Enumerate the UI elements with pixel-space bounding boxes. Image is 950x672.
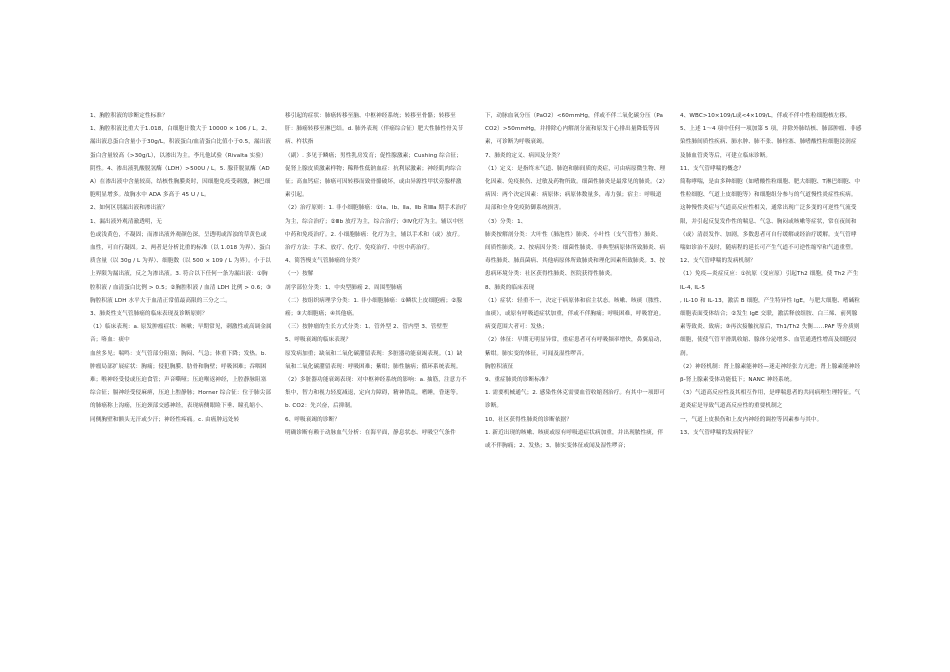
- paragraph: 简称哮喘，是由多种细胞（如嗜酸性粒细胞、肥大细胞、T淋巴细胞、中性粒细胞、气道上皮细胞等）和细胞组分参与的气道慢性炎症性疾病。这种慢性炎症与气道高反应性相关，通常出现广泛多变的可逆性气流受限，并引起反复发作性的喘息、气急、胸闷或咳嗽等症状，常在夜间和（或）清晨发作、加剧，多数患者可自行缓解或经治疗缓解。支气管哮喘如诊治不及时，随病程的延长可产生气道不可逆性缩窄和气道重塑。: [680, 179, 861, 252]
- paragraph: 胸腔积液征: [485, 363, 514, 370]
- paragraph: 4、简答慢支气管肺癌的分类？: [285, 258, 363, 265]
- paragraph: （3）分类：1、: [485, 218, 527, 225]
- paragraph: （副）. 多见于鳞癌；男性乳房发育；促性腺激素；Cushing 综合征；促肾上腺皮质激素样物；稀释性低钠血症：抗利尿激素；神经肌肉综合征；高血钙症；肺癌可因转移而致骨骼破坏，或由异源性甲状旁腺样激素引起。: [285, 152, 462, 199]
- text-column-4: [680, 110, 862, 440]
- paragraph: （1）临床表现：a. 原发肿瘤症状：咳嗽；早期常见，刺激性或高调金属音；咯血：痰中: [90, 324, 272, 344]
- paragraph: （2）神经机制：肾上腺素能神经—迷走神经张力亢进；肾上腺素能神经β-肾上腺素受体功能低下；NANC 神经系统。: [680, 363, 861, 384]
- paragraph: （2）治疗原则：1. 非小细胞肺癌：①Ⅰa、Ⅰb、Ⅱa、Ⅱb 和Ⅲa 期手术治疗为主，综合治疗；②Ⅲb 放疗为主，综合治疗；③Ⅳ化疗为主。辅以中医中药和免疫治疗。2. 小细胞肺癌：化疗为主，辅以手术和（或）放疗。: [285, 205, 467, 238]
- paragraph: 5、上述 1～4 项中任何一项加第 5 项，并除外肺结核、肺部肿瘤、非感染性肺间质性疾病、肺水肿、肺不张、肺栓塞、肺嗜酸性粒细胞浸润症及肺血管炎等后，可建立临床诊断。: [680, 126, 862, 159]
- paragraph: 明确诊断有赖于动脉血气分析：在海平面，静息状态、呼吸空气条件: [285, 429, 456, 436]
- paragraph: 13、支气管哮喘的发病特征？: [680, 429, 756, 436]
- paragraph: 原发病加重；缺氧和二氧化碳潴留表现：多脏器功能衰竭表现。（1）缺氧和二氧化碳潴留表现：呼吸困难；紫绀；肺性脑病；循环系统表现。（2）多脏器功能衰竭表现：对中枢神经系统的影响：a. 抽筋，注意力不集中，智力和视力轻度减退，定向力障碍，精神错乱，嗜睡，昏迷等。b. CO2：先兴奋，后抑制。: [285, 350, 467, 410]
- paragraph: （1）免疫—炎症反应：①抗原（变应原）引起Th2 细胞，使 Th2 产生 IL-4, IL-5: [680, 271, 859, 291]
- paragraph: 色或浅黄色，不凝固；而渗出液外观颜色深，呈透明或浑浊的草黄色或血性，可自行凝固。2、两者是分析比重的标准（以 1.018 为界）、蛋白质含量（以 30g / L 为界）、细胞数（以 500 × 109 / L 为界）。小于以上界限为漏出液，反之为渗出液。3. 符合以下任何一条为漏出液：①胸腔积液 / 血清蛋白比例 > 0.5；②胸腔积液 / 血清 LDH 比例 > 0.6；③胸腔积液 LDH 水平大于血清正常值最高限的三分之二。: [90, 231, 272, 304]
- text-column-2: [285, 110, 467, 440]
- paragraph: 下，动脉血氧分压（PaO2）<60mmHg，伴或不伴二氧化碳分压（PaCO2）>50mmHg，并排除心内解剖分流和原发于心排出量降低等因素，可诊断为呼吸衰竭。: [485, 113, 664, 146]
- paragraph: 治疗方法：手术、放疗、化疗、免疫治疗、中医中药治疗。: [285, 245, 434, 252]
- paragraph: （2）体征：早期无明显异常，重症患者可有呼吸频率增快，鼻翼扇动，紫绀。肺实变的体征，可闻及湿性啰音。: [485, 337, 666, 357]
- paragraph: 3、肺炎性支气管肺癌的临床表现及诊断原则？: [90, 311, 208, 318]
- paragraph: （3）气道高反应性及其相互作用，是哮喘患者的共同病理生理特征。气道炎症是导致气道高反应性的重要机制之: [680, 390, 861, 410]
- paragraph: 4、WBC>10×109/L或<4×109/L，伴或不伴中性粒细胞核左移。: [680, 113, 851, 119]
- paragraph: 1. 需要机械通气；2. 感染性休克需要血管收缩剂治疗。有其中一项即可诊断。: [485, 390, 665, 410]
- paragraph: 10、社区获得性肺炎的诊断依据？: [485, 416, 573, 423]
- paragraph: （一）按解: [285, 271, 314, 278]
- paragraph: 12、支气管哮喘的发病机制？: [680, 258, 756, 265]
- paragraph: 血丝多见；喘鸣：支气管部分阻塞；胸闷、气急；体重下降；发热。b. 肿瘤局部扩展症状：胸痛；侵犯胸膜、肋骨和胸壁；呼吸困难；吞咽困难；喉神经受侵或压迫食管；声音嘶哑；压迫喉返神经，上腔静脉阻塞综合征；膈神经受侵麻痹，压迫上腔静脉；Horner 综合征：位于肺尖部的肺癌称上沟癌，压迫颈部交感神经，表现病侧眼睑下垂、瞳孔缩小、同侧胸壁和额头无汗或少汗；神经性疼痛。c. 由癌肿远处转: [90, 350, 272, 423]
- paragraph: 肺炎按解剖分类：大叶性（肺泡性）肺炎、小叶性（支气管性）肺炎、间质性肺炎。2、按病因分类：细菌性肺炎、非典型病原体所致肺炎、病毒性肺炎、肺真菌病、其他病原体所致肺炎和理化因素所致肺炎。3、按患病环境分类：社区获得性肺炎、医院获得性肺炎。: [485, 231, 666, 278]
- paragraph: 7、肺炎的定义、病因及分类？: [485, 152, 563, 159]
- paragraph: , IL-10 和 IL-13，激活 B 细胞，产生特异性 IgE，与肥大细胞、嗜碱粒细胞表面受体结合；②发生 IgE 交联，激活释放组胺、白三烯、前列腺素等致炎、致病；③再次接触抗原后，Th1/Th2 失衡……PAF 等介质则细胞，使使气管平滑肌收缩、腺体分泌增多、血管通透性增高及细胞浸润。: [680, 297, 860, 357]
- paragraph: 1. 新近出现的咳嗽、咳痰或原有呼吸道症状病加重，并出现脓性痰，伴或不伴胸痛；2、发热；3、肺实变体征或闻及湿性啰音；: [485, 429, 664, 450]
- paragraph: 11、支气管哮喘的概念？: [680, 165, 745, 172]
- paragraph: 1、漏出液外观清澈透明，无: [90, 218, 162, 225]
- text-column-3: [485, 110, 667, 453]
- paragraph: 1、胸腔积液比重大于1.018，白细胞计数大于 10000 × 106 / L。2、漏出液总蛋白含量小于30g/L，积液蛋白/血清蛋白比值小于0.5，漏出液蛋白含量较高（>30g/L），以渗出为主。李凡他试验（Rivalta 实验）阴性。4、渗出液乳酸脱氢酶（LDH）>500U / L。5. 腺苷脱氨酶（ADA）在渗出液中含量较高，结核性胸膜炎时，因细胞免疫受刺激，淋巴细胞明显增多。故胸水中 ADA 多高于 45 U / L。: [90, 126, 272, 199]
- text-column-1: [90, 110, 272, 427]
- paragraph: 6、呼吸衰竭的诊断？: [285, 416, 340, 423]
- paragraph: （1）症状：轻重不一，决定于病原体和宿主状态。咳嗽、咳痰（脓性、血痰），或原有呼吸道症状加重，伴或不伴胸痛；呼吸困难，呼吸窘迫。病变范围大者可：发热；: [485, 297, 666, 331]
- paragraph: 一，气道上皮损伤和上皮内神经的调控等因素参与其中。: [680, 416, 823, 423]
- paragraph: 剖学部位分类：1、中央型肺癌 2、周围型肺癌: [285, 284, 403, 291]
- paragraph: （三）按肿瘤的生长方式分类：1、管外型 2、管内型 3、管壁型: [285, 324, 448, 331]
- paragraph: 5、呼吸衰竭的临床表现？: [285, 337, 352, 344]
- paragraph: （1）定义：是指终末气道、肺泡和肺间质的炎症，可由病原微生物、理化因素、免疫损伤、过敏及药物所致。细菌性肺炎是最常见的肺炎。（2）病因：两个决定因素：病原体；病原体数量多，毒力强；宿主：呼吸道局部和全身免疫防御系统损害。: [485, 165, 666, 212]
- paragraph: 1、胸腔积液的诊断定性标准？: [90, 113, 168, 119]
- paragraph: 移引起的症状：肺癌转移至脑、中枢神经系统；转移至骨骼；转移至肝：肺癌转移至淋巴结。d. 肺外表现（伴癌综合征）肥大性肺性骨关节病、杵状指: [285, 113, 464, 146]
- paragraph: 2、如何区别漏出液和渗出液？: [90, 205, 168, 212]
- paragraph: 9、重症肺炎的诊断标准？: [485, 377, 552, 384]
- paragraph: （二）按组织病理学分类：1. 非小细胞肺癌：①鳞状上皮细胞癌；②腺癌；③大细胞癌；④其他癌。: [285, 297, 463, 318]
- paragraph: 8、肺炎的临床表现: [485, 284, 535, 291]
